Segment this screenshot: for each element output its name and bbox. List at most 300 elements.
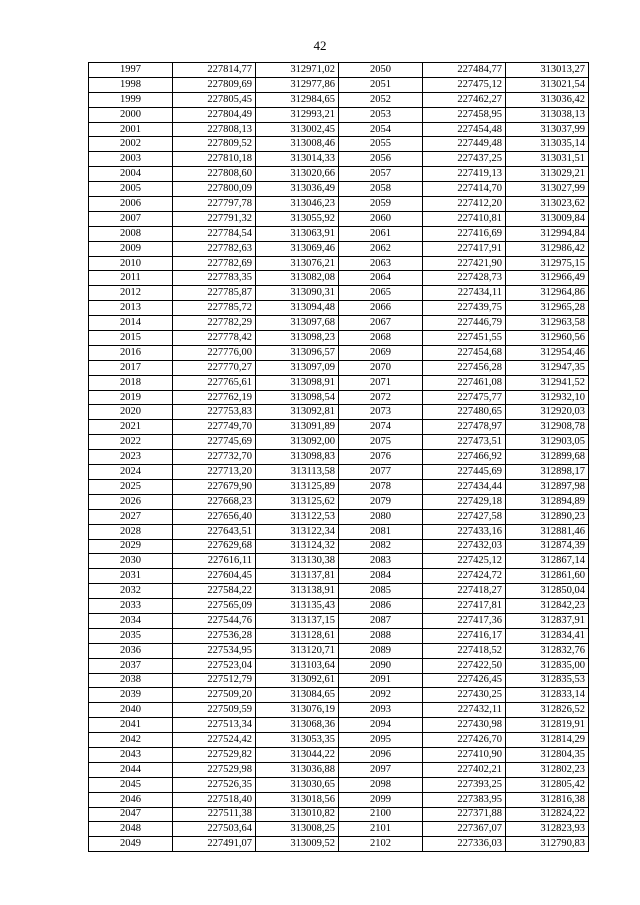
x-coordinate-cell: 227456,28: [423, 360, 506, 375]
x-coordinate-cell: 227785,72: [173, 301, 256, 316]
point-number-cell: 2067: [339, 316, 423, 331]
point-number-cell: 2095: [339, 733, 423, 748]
table-row: [89, 837, 589, 852]
table-row: [89, 539, 589, 554]
point-number-cell: 2084: [339, 569, 423, 584]
y-coordinate-cell: 313069,46: [256, 241, 339, 256]
table-row: [89, 554, 589, 569]
x-coordinate-cell: 227410,90: [423, 747, 506, 762]
y-coordinate-cell: 313122,53: [256, 509, 339, 524]
table-row: [89, 718, 589, 733]
y-coordinate-cell: 313092,61: [256, 673, 339, 688]
table-row: [89, 584, 589, 599]
table-row: [89, 733, 589, 748]
x-coordinate-cell: 227430,98: [423, 718, 506, 733]
point-number-cell: 1999: [89, 92, 173, 107]
point-number-cell: 2056: [339, 152, 423, 167]
x-coordinate-cell: 227367,07: [423, 822, 506, 837]
point-number-cell: 2044: [89, 762, 173, 777]
x-coordinate-cell: 227770,27: [173, 360, 256, 375]
table-row: [89, 167, 589, 182]
y-coordinate-cell: 312850,04: [506, 584, 589, 599]
y-coordinate-cell: 312842,23: [506, 599, 589, 614]
x-coordinate-cell: 227800,09: [173, 182, 256, 197]
point-number-cell: 2096: [339, 747, 423, 762]
point-number-cell: 2054: [339, 122, 423, 137]
table-row: [89, 822, 589, 837]
point-number-cell: 2081: [339, 524, 423, 539]
table-row: [89, 345, 589, 360]
point-number-cell: 2082: [339, 539, 423, 554]
point-number-cell: 2087: [339, 613, 423, 628]
point-number-cell: 2039: [89, 688, 173, 703]
point-number-cell: 2042: [89, 733, 173, 748]
y-coordinate-cell: 312819,91: [506, 718, 589, 733]
point-number-cell: 2025: [89, 479, 173, 494]
table-row: [89, 509, 589, 524]
y-coordinate-cell: 313098,91: [256, 375, 339, 390]
table-row: [89, 331, 589, 346]
point-number-cell: 2026: [89, 494, 173, 509]
point-number-cell: 2077: [339, 465, 423, 480]
x-coordinate-cell: 227534,95: [173, 643, 256, 658]
y-coordinate-cell: 313055,92: [256, 211, 339, 226]
y-coordinate-cell: 312790,83: [506, 837, 589, 852]
point-number-cell: 2007: [89, 211, 173, 226]
x-coordinate-cell: 227424,72: [423, 569, 506, 584]
x-coordinate-cell: 227679,90: [173, 479, 256, 494]
y-coordinate-cell: 313014,33: [256, 152, 339, 167]
point-number-cell: 2016: [89, 345, 173, 360]
table-row: [89, 182, 589, 197]
table-row: [89, 658, 589, 673]
point-number-cell: 2053: [339, 107, 423, 122]
y-coordinate-cell: 312903,05: [506, 435, 589, 450]
x-coordinate-cell: 227804,49: [173, 107, 256, 122]
table-row: [89, 316, 589, 331]
point-number-cell: 2099: [339, 792, 423, 807]
x-coordinate-cell: 227432,11: [423, 703, 506, 718]
x-coordinate-cell: 227784,54: [173, 226, 256, 241]
x-coordinate-cell: 227417,36: [423, 613, 506, 628]
y-coordinate-cell: 313098,23: [256, 331, 339, 346]
y-coordinate-cell: 312984,65: [256, 92, 339, 107]
y-coordinate-cell: 313002,45: [256, 122, 339, 137]
y-coordinate-cell: 313035,14: [506, 137, 589, 152]
point-number-cell: 2035: [89, 628, 173, 643]
x-coordinate-cell: 227480,65: [423, 405, 506, 420]
x-coordinate-cell: 227808,13: [173, 122, 256, 137]
y-coordinate-cell: 313113,58: [256, 465, 339, 480]
point-number-cell: 2073: [339, 405, 423, 420]
point-number-cell: 2092: [339, 688, 423, 703]
x-coordinate-cell: 227402,21: [423, 762, 506, 777]
point-number-cell: 2033: [89, 599, 173, 614]
point-number-cell: 2057: [339, 167, 423, 182]
x-coordinate-cell: 227797,78: [173, 197, 256, 212]
point-number-cell: 2015: [89, 331, 173, 346]
table-row: [89, 360, 589, 375]
table-row: [89, 256, 589, 271]
point-number-cell: 2074: [339, 420, 423, 435]
x-coordinate-cell: 227430,25: [423, 688, 506, 703]
y-coordinate-cell: 313021,54: [506, 77, 589, 92]
point-number-cell: 2029: [89, 539, 173, 554]
x-coordinate-cell: 227584,22: [173, 584, 256, 599]
y-coordinate-cell: 313137,81: [256, 569, 339, 584]
y-coordinate-cell: 313135,43: [256, 599, 339, 614]
x-coordinate-cell: 227429,18: [423, 494, 506, 509]
point-number-cell: 2059: [339, 197, 423, 212]
table-row: [89, 390, 589, 405]
x-coordinate-cell: 227478,97: [423, 420, 506, 435]
x-coordinate-cell: 227454,48: [423, 122, 506, 137]
y-coordinate-cell: 312986,42: [506, 241, 589, 256]
x-coordinate-cell: 227749,70: [173, 420, 256, 435]
y-coordinate-cell: 313010,82: [256, 807, 339, 822]
x-coordinate-cell: 227432,03: [423, 539, 506, 554]
y-coordinate-cell: 313030,65: [256, 777, 339, 792]
x-coordinate-cell: 227418,52: [423, 643, 506, 658]
y-coordinate-cell: 313098,54: [256, 390, 339, 405]
point-number-cell: 2102: [339, 837, 423, 852]
x-coordinate-cell: 227782,69: [173, 256, 256, 271]
y-coordinate-cell: 312833,14: [506, 688, 589, 703]
x-coordinate-cell: 227437,25: [423, 152, 506, 167]
y-coordinate-cell: 312964,86: [506, 286, 589, 301]
point-number-cell: 2066: [339, 301, 423, 316]
y-coordinate-cell: 312899,68: [506, 450, 589, 465]
y-coordinate-cell: 313036,49: [256, 182, 339, 197]
x-coordinate-cell: 227536,28: [173, 628, 256, 643]
table-row: [89, 271, 589, 286]
point-number-cell: 2093: [339, 703, 423, 718]
x-coordinate-cell: 227745,69: [173, 435, 256, 450]
point-number-cell: 2058: [339, 182, 423, 197]
y-coordinate-cell: 312941,52: [506, 375, 589, 390]
y-coordinate-cell: 313068,36: [256, 718, 339, 733]
x-coordinate-cell: 227449,48: [423, 137, 506, 152]
x-coordinate-cell: 227503,64: [173, 822, 256, 837]
table-row: [89, 673, 589, 688]
point-number-cell: 2097: [339, 762, 423, 777]
y-coordinate-cell: 312954,46: [506, 345, 589, 360]
table-row: [89, 152, 589, 167]
table-row: [89, 688, 589, 703]
x-coordinate-cell: 227511,38: [173, 807, 256, 822]
table-row: [89, 465, 589, 480]
y-coordinate-cell: 313036,42: [506, 92, 589, 107]
y-coordinate-cell: 313092,00: [256, 435, 339, 450]
x-coordinate-cell: 227421,90: [423, 256, 506, 271]
table-row: [89, 599, 589, 614]
y-coordinate-cell: 312834,41: [506, 628, 589, 643]
x-coordinate-cell: 227417,91: [423, 241, 506, 256]
table-row: [89, 77, 589, 92]
point-number-cell: 2041: [89, 718, 173, 733]
x-coordinate-cell: 227732,70: [173, 450, 256, 465]
x-coordinate-cell: 227433,16: [423, 524, 506, 539]
x-coordinate-cell: 227782,29: [173, 316, 256, 331]
point-number-cell: 2012: [89, 286, 173, 301]
point-number-cell: 2101: [339, 822, 423, 837]
x-coordinate-cell: 227417,81: [423, 599, 506, 614]
x-coordinate-cell: 227461,08: [423, 375, 506, 390]
table-row: [89, 63, 589, 78]
point-number-cell: 2048: [89, 822, 173, 837]
x-coordinate-cell: 227810,18: [173, 152, 256, 167]
table-row: [89, 286, 589, 301]
coordinates-table: [88, 62, 589, 852]
y-coordinate-cell: 312835,53: [506, 673, 589, 688]
y-coordinate-cell: 312867,14: [506, 554, 589, 569]
x-coordinate-cell: 227809,69: [173, 77, 256, 92]
table-row: [89, 197, 589, 212]
x-coordinate-cell: 227776,00: [173, 345, 256, 360]
point-number-cell: 2052: [339, 92, 423, 107]
point-number-cell: 2000: [89, 107, 173, 122]
y-coordinate-cell: 312897,98: [506, 479, 589, 494]
point-number-cell: 2083: [339, 554, 423, 569]
x-coordinate-cell: 227410,81: [423, 211, 506, 226]
table-row: [89, 747, 589, 762]
x-coordinate-cell: 227473,51: [423, 435, 506, 450]
y-coordinate-cell: 313008,25: [256, 822, 339, 837]
point-number-cell: 2062: [339, 241, 423, 256]
y-coordinate-cell: 312963,58: [506, 316, 589, 331]
point-number-cell: 2085: [339, 584, 423, 599]
y-coordinate-cell: 312947,35: [506, 360, 589, 375]
point-number-cell: 2004: [89, 167, 173, 182]
y-coordinate-cell: 312816,38: [506, 792, 589, 807]
table-row: [89, 375, 589, 390]
y-coordinate-cell: 312920,03: [506, 405, 589, 420]
x-coordinate-cell: 227454,68: [423, 345, 506, 360]
point-number-cell: 2070: [339, 360, 423, 375]
point-number-cell: 2037: [89, 658, 173, 673]
y-coordinate-cell: 313124,32: [256, 539, 339, 554]
point-number-cell: 2045: [89, 777, 173, 792]
y-coordinate-cell: 313023,62: [506, 197, 589, 212]
x-coordinate-cell: 227425,12: [423, 554, 506, 569]
point-number-cell: 2061: [339, 226, 423, 241]
x-coordinate-cell: 227604,45: [173, 569, 256, 584]
x-coordinate-cell: 227458,95: [423, 107, 506, 122]
y-coordinate-cell: 312966,49: [506, 271, 589, 286]
x-coordinate-cell: 227416,69: [423, 226, 506, 241]
y-coordinate-cell: 312975,15: [506, 256, 589, 271]
x-coordinate-cell: 227439,75: [423, 301, 506, 316]
y-coordinate-cell: 312908,78: [506, 420, 589, 435]
y-coordinate-cell: 313044,22: [256, 747, 339, 762]
y-coordinate-cell: 312994,84: [506, 226, 589, 241]
point-number-cell: 2011: [89, 271, 173, 286]
y-coordinate-cell: 312832,76: [506, 643, 589, 658]
point-number-cell: 1997: [89, 63, 173, 78]
point-number-cell: 2018: [89, 375, 173, 390]
point-number-cell: 2047: [89, 807, 173, 822]
x-coordinate-cell: 227544,76: [173, 613, 256, 628]
y-coordinate-cell: 313125,89: [256, 479, 339, 494]
point-number-cell: 2072: [339, 390, 423, 405]
x-coordinate-cell: 227805,45: [173, 92, 256, 107]
y-coordinate-cell: 313090,31: [256, 286, 339, 301]
table-row: [89, 420, 589, 435]
y-coordinate-cell: 313063,91: [256, 226, 339, 241]
point-number-cell: 2036: [89, 643, 173, 658]
y-coordinate-cell: 313097,09: [256, 360, 339, 375]
table-row: [89, 107, 589, 122]
point-number-cell: 2040: [89, 703, 173, 718]
point-number-cell: 2051: [339, 77, 423, 92]
table-row: [89, 301, 589, 316]
point-number-cell: 2002: [89, 137, 173, 152]
x-coordinate-cell: 227509,59: [173, 703, 256, 718]
y-coordinate-cell: 312890,23: [506, 509, 589, 524]
point-number-cell: 2003: [89, 152, 173, 167]
x-coordinate-cell: 227656,40: [173, 509, 256, 524]
x-coordinate-cell: 227484,77: [423, 63, 506, 78]
y-coordinate-cell: 312960,56: [506, 331, 589, 346]
point-number-cell: 2098: [339, 777, 423, 792]
point-number-cell: 2078: [339, 479, 423, 494]
x-coordinate-cell: 227529,98: [173, 762, 256, 777]
x-coordinate-cell: 227713,20: [173, 465, 256, 480]
y-coordinate-cell: 312824,22: [506, 807, 589, 822]
table-row: [89, 569, 589, 584]
x-coordinate-cell: 227643,51: [173, 524, 256, 539]
point-number-cell: 2010: [89, 256, 173, 271]
x-coordinate-cell: 227434,11: [423, 286, 506, 301]
x-coordinate-cell: 227513,34: [173, 718, 256, 733]
x-coordinate-cell: 227629,68: [173, 539, 256, 554]
y-coordinate-cell: 312802,23: [506, 762, 589, 777]
y-coordinate-cell: 313038,13: [506, 107, 589, 122]
x-coordinate-cell: 227336,03: [423, 837, 506, 852]
y-coordinate-cell: 313120,71: [256, 643, 339, 658]
y-coordinate-cell: 313137,15: [256, 613, 339, 628]
point-number-cell: 2043: [89, 747, 173, 762]
x-coordinate-cell: 227371,88: [423, 807, 506, 822]
point-number-cell: 2065: [339, 286, 423, 301]
point-number-cell: 2089: [339, 643, 423, 658]
y-coordinate-cell: 312993,21: [256, 107, 339, 122]
point-number-cell: 2001: [89, 122, 173, 137]
point-number-cell: 2024: [89, 465, 173, 480]
table-row: [89, 435, 589, 450]
y-coordinate-cell: 313130,38: [256, 554, 339, 569]
x-coordinate-cell: 227418,27: [423, 584, 506, 599]
x-coordinate-cell: 227428,73: [423, 271, 506, 286]
x-coordinate-cell: 227419,13: [423, 167, 506, 182]
point-number-cell: 2017: [89, 360, 173, 375]
y-coordinate-cell: 313082,08: [256, 271, 339, 286]
point-number-cell: 2019: [89, 390, 173, 405]
y-coordinate-cell: 312814,29: [506, 733, 589, 748]
x-coordinate-cell: 227782,63: [173, 241, 256, 256]
table-row: [89, 241, 589, 256]
x-coordinate-cell: 227445,69: [423, 465, 506, 480]
y-coordinate-cell: 312804,35: [506, 747, 589, 762]
x-coordinate-cell: 227475,12: [423, 77, 506, 92]
y-coordinate-cell: 313103,64: [256, 658, 339, 673]
y-coordinate-cell: 312805,42: [506, 777, 589, 792]
x-coordinate-cell: 227451,55: [423, 331, 506, 346]
x-coordinate-cell: 227616,11: [173, 554, 256, 569]
table-row: [89, 643, 589, 658]
point-number-cell: 2020: [89, 405, 173, 420]
table-row: [89, 92, 589, 107]
y-coordinate-cell: 312837,91: [506, 613, 589, 628]
x-coordinate-cell: 227762,19: [173, 390, 256, 405]
y-coordinate-cell: 313125,62: [256, 494, 339, 509]
point-number-cell: 2100: [339, 807, 423, 822]
x-coordinate-cell: 227422,50: [423, 658, 506, 673]
point-number-cell: 2046: [89, 792, 173, 807]
coordinates-table-body: [89, 63, 589, 852]
point-number-cell: 2068: [339, 331, 423, 346]
x-coordinate-cell: 227814,77: [173, 63, 256, 78]
table-row: [89, 524, 589, 539]
y-coordinate-cell: 313097,68: [256, 316, 339, 331]
table-row: [89, 762, 589, 777]
table-row: [89, 807, 589, 822]
y-coordinate-cell: 312971,02: [256, 63, 339, 78]
point-number-cell: 2080: [339, 509, 423, 524]
table-row: [89, 613, 589, 628]
x-coordinate-cell: 227414,70: [423, 182, 506, 197]
table-row: [89, 479, 589, 494]
y-coordinate-cell: 312898,17: [506, 465, 589, 480]
x-coordinate-cell: 227565,09: [173, 599, 256, 614]
y-coordinate-cell: 313092,81: [256, 405, 339, 420]
x-coordinate-cell: 227427,58: [423, 509, 506, 524]
x-coordinate-cell: 227426,70: [423, 733, 506, 748]
point-number-cell: 2060: [339, 211, 423, 226]
x-coordinate-cell: 227491,07: [173, 837, 256, 852]
table-row: [89, 792, 589, 807]
y-coordinate-cell: 312977,86: [256, 77, 339, 92]
x-coordinate-cell: 227791,32: [173, 211, 256, 226]
x-coordinate-cell: 227524,42: [173, 733, 256, 748]
y-coordinate-cell: 312932,10: [506, 390, 589, 405]
y-coordinate-cell: 313020,66: [256, 167, 339, 182]
x-coordinate-cell: 227512,79: [173, 673, 256, 688]
point-number-cell: 2014: [89, 316, 173, 331]
y-coordinate-cell: 313128,61: [256, 628, 339, 643]
point-number-cell: 2091: [339, 673, 423, 688]
point-number-cell: 2038: [89, 673, 173, 688]
y-coordinate-cell: 312861,60: [506, 569, 589, 584]
point-number-cell: 2075: [339, 435, 423, 450]
y-coordinate-cell: 313009,52: [256, 837, 339, 852]
x-coordinate-cell: 227753,83: [173, 405, 256, 420]
point-number-cell: 2063: [339, 256, 423, 271]
x-coordinate-cell: 227518,40: [173, 792, 256, 807]
x-coordinate-cell: 227526,35: [173, 777, 256, 792]
point-number-cell: 2076: [339, 450, 423, 465]
x-coordinate-cell: 227475,77: [423, 390, 506, 405]
x-coordinate-cell: 227509,20: [173, 688, 256, 703]
x-coordinate-cell: 227412,20: [423, 197, 506, 212]
x-coordinate-cell: 227785,87: [173, 286, 256, 301]
point-number-cell: 1998: [89, 77, 173, 92]
point-number-cell: 2008: [89, 226, 173, 241]
y-coordinate-cell: 313138,91: [256, 584, 339, 599]
point-number-cell: 2094: [339, 718, 423, 733]
x-coordinate-cell: 227434,44: [423, 479, 506, 494]
y-coordinate-cell: 313008,46: [256, 137, 339, 152]
